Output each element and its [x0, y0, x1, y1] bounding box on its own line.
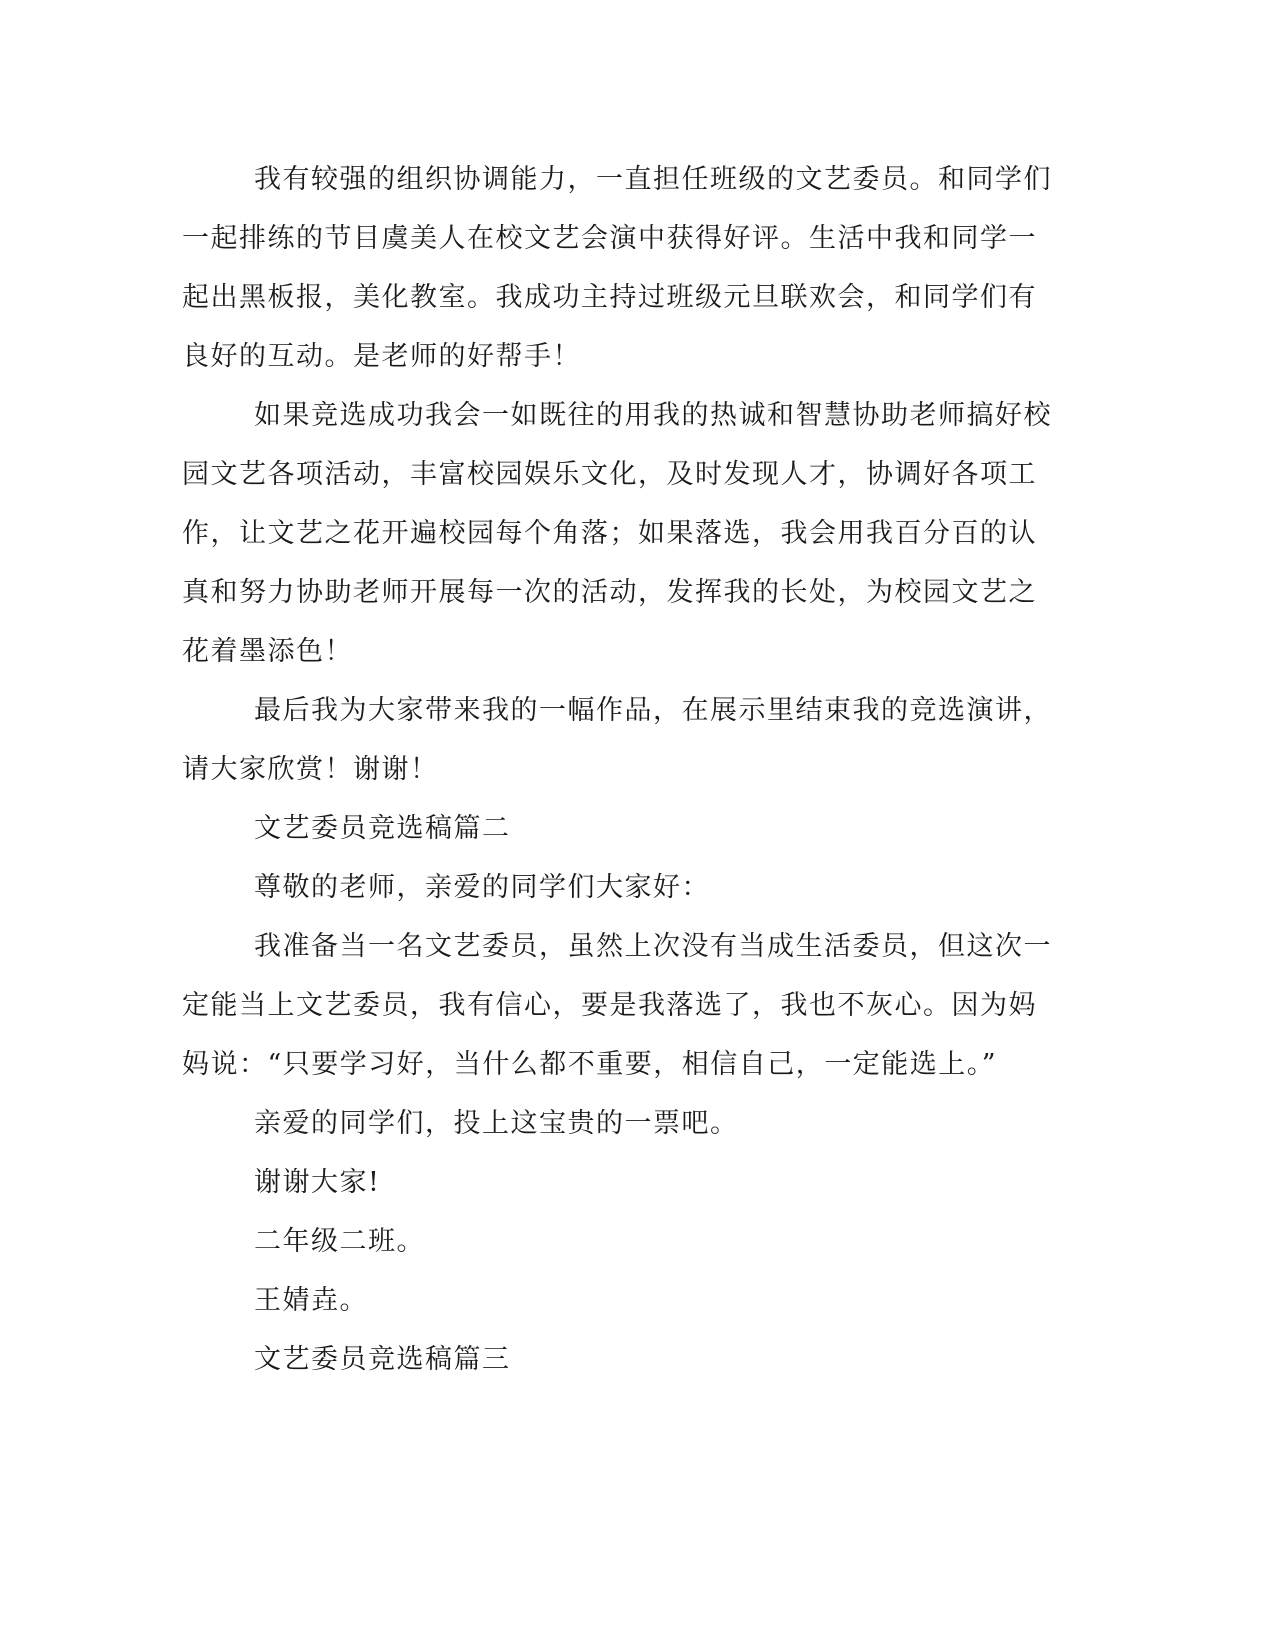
section-heading-2: 文艺委员竞选稿篇二 [254, 813, 511, 844]
closing-thanks: 谢谢大家! [254, 1167, 381, 1198]
paragraph-3-line-2: 请大家欣赏！谢谢！ [182, 754, 439, 785]
section-heading-3: 文艺委员竞选稿篇三 [254, 1344, 511, 1375]
signature-class: 二年级二班。 [254, 1226, 425, 1257]
paragraph-3-line-1: 最后我为大家带来我的一幅作品，在展示里结束我的竞选演讲， [254, 695, 1052, 726]
paragraph-1-line-4: 良好的互动。是老师的好帮手！ [182, 341, 581, 372]
paragraph-2-line-3: 作，让文艺之花开遍校园每个角落；如果落选，我会用我百分百的认 [182, 518, 1037, 549]
paragraph-4-line-2: 定能当上文艺委员，我有信心，要是我落选了，我也不灰心。因为妈 [182, 990, 1037, 1021]
paragraph-2-line-5: 花着墨添色！ [182, 636, 353, 667]
paragraph-1-line-1: 我有较强的组织协调能力，一直担任班级的文艺委员。和同学们 [254, 164, 1052, 195]
greeting: 尊敬的老师，亲爱的同学们大家好： [254, 872, 710, 903]
signature-name: 王婧垚。 [254, 1285, 368, 1316]
paragraph-2-line-2: 园文艺各项活动，丰富校园娱乐文化，及时发现人才，协调好各项工 [182, 459, 1037, 490]
paragraph-1-line-2: 一起排练的节目虞美人在校文艺会演中获得好评。生活中我和同学一 [182, 223, 1037, 254]
paragraph-2-line-4: 真和努力协助老师开展每一次的活动，发挥我的长处，为校园文艺之 [182, 577, 1037, 608]
closing-appeal: 亲爱的同学们，投上这宝贵的一票吧。 [254, 1108, 739, 1139]
paragraph-1-line-3: 起出黑板报，美化教室。我成功主持过班级元旦联欢会，和同学们有 [182, 282, 1037, 313]
paragraph-4-line-1: 我准备当一名文艺委员，虽然上次没有当成生活委员，但这次一 [254, 931, 1052, 962]
paragraph-4-line-3: 妈说：“只要学习好，当什么都不重要，相信自己，一定能选上。” [182, 1049, 998, 1080]
paragraph-2-line-1: 如果竞选成功我会一如既往的用我的热诚和智慧协助老师搞好校 [254, 400, 1052, 431]
